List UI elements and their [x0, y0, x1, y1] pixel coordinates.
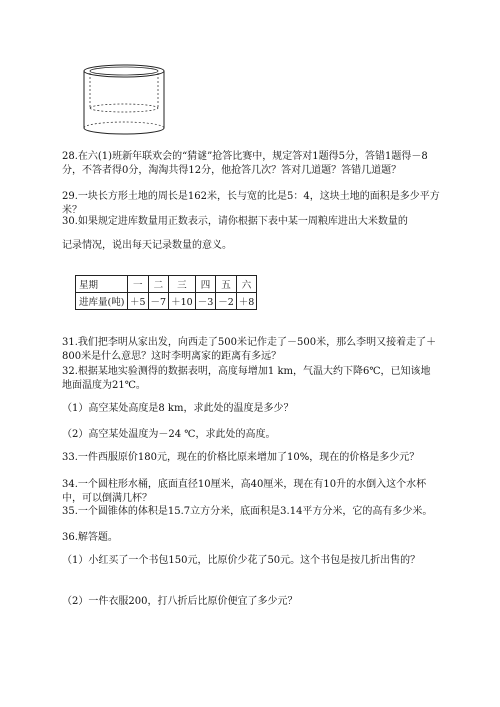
question-32-part1: （1）高空某处高度是8 km，求此处的温度是多少？: [62, 403, 294, 414]
table-value-cell: －2: [216, 293, 237, 310]
table-value-cell: ＋5: [128, 293, 149, 310]
table-day-cell: 四: [195, 276, 216, 293]
question-36: 36.解答题。: [62, 532, 118, 543]
question-29: 29.一块长方形土地的周长是162米，长与宽的比是5：4，这块土地的面积是多少平方米？: [62, 191, 440, 216]
table-day-cell: 三: [169, 276, 196, 293]
question-31: 31.我们把李明从家出发，向西走了500米记作走了－500米，那么李明又接着走了＋800米是什么意思？这时李明离家的距离有多远？: [62, 337, 437, 362]
table-day-cell: 五: [216, 276, 237, 293]
question-34: 34.一个圆柱形水桶，底面直径10厘米，高40厘米，现在有10升的水倒入这个水杯中，可以倒满几杯？: [62, 479, 427, 504]
question-32-part2: （2）高空某处温度为－24 ℃，求此处的高度。: [62, 429, 276, 440]
question-30-line2: 记录情况，说出每天记录数量的意义。: [62, 240, 232, 251]
table-day-cell: 六: [236, 276, 257, 293]
question-30-line1: 30.如果规定进库数量用正数表示，请你根据下表中某一周粮库进出大米数量的: [62, 216, 408, 227]
table-value-cell: －7: [148, 293, 169, 310]
question-33: 33.一件西服原价180元，现在的价格比原来增加了10%，现在的价格是多少元？: [62, 452, 420, 463]
question-32: 32.根据某地实验测得的数据表明，高度每增加1 km，气温大约下降6℃，已知该地地面温度为21℃。: [62, 366, 431, 391]
rice-stock-table: [75, 275, 257, 310]
question-36-part1: （1）小红买了一个书包150元，比原价少花了50元。这个书包是按几折出售的？: [62, 555, 421, 566]
table-row-label: 进库量(吨): [76, 293, 128, 310]
table-row: [76, 276, 257, 293]
table-value-cell: ＋10: [169, 293, 196, 310]
table-header-label: 星期: [76, 276, 128, 293]
table-day-cell: 一: [128, 276, 149, 293]
table-value-cell: －3: [195, 293, 216, 310]
table-value-cell: ＋8: [236, 293, 257, 310]
question-36-part2: （2）一件衣服200，打八折后比原价便宜了多少元？: [62, 596, 298, 607]
question-28: 28.在六(1)班新年联欢会的“猜谜”抢答比赛中，规定答对1题得5分，答错1题得－8分，不答者得0分，淘淘共得12分，他抢答几次？答对几道题？答错几道题？: [62, 151, 428, 176]
table-row: [76, 293, 257, 310]
cylinder-figure: [74, 60, 174, 136]
question-35: 35.一个圆锥体的体积是15.7立方分米，底面积是3.14平方分米，它的高有多少米。: [62, 506, 433, 517]
table-day-cell: 二: [148, 276, 169, 293]
